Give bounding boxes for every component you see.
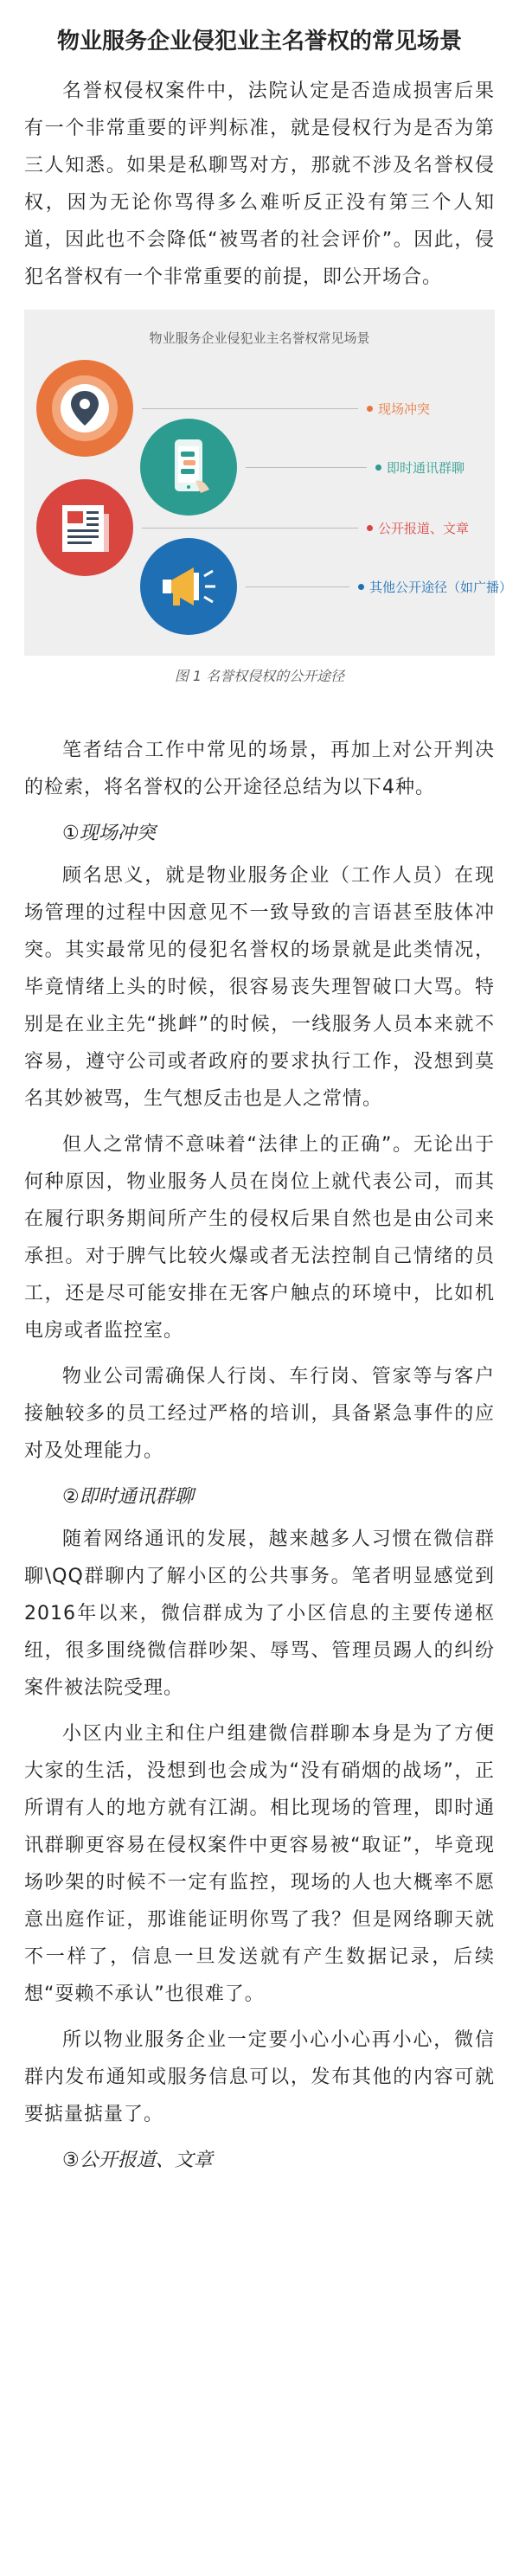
- location-pin-icon: [36, 360, 133, 457]
- figure-label-text: 即时通讯群聊: [387, 459, 465, 476]
- bullet-dot-icon: [367, 406, 373, 412]
- section2-paragraph-2: 小区内业主和住户组建微信群聊本身是为了方便大家的生活，没想到也会成为“没有硝烟的战场”，正所谓有人的地方就有江湖。相比现场的管理，即时通讯群聊更容易在侵权案件中更容易被“取证”，毕竟现场吵架的时候不一定有监控，现场的人也大概率不愿意出庭作证，那谁能证明你骂了我？但是网络聊天就不一样了，信息一旦发送就有产生数据记录，后续想“耍赖不承认”也很难了。: [24, 1723, 495, 2005]
- figure-label-text: 其他公开途径（如广播）: [369, 579, 513, 595]
- figure-connector: [246, 586, 349, 587]
- section2-paragraph-1: 随着网络通讯的发展，越来越多人习惯在微信群聊\QQ群聊内了解小区的公共事务。笔者明显感觉到2016年以来，微信群成为了小区信息的主要传递枢纽，很多围绕微信群吵架、辱骂、管理员踢人的纠纷案件被法院受理。: [24, 1528, 495, 1699]
- figure-label: [367, 400, 430, 418]
- figure-public-channels: [24, 310, 513, 656]
- section1-paragraph-1: 顾名思义，就是物业服务企业（工作人员）在现场管理的过程中因意见不一致导致的言语甚至肢体冲突。其实最常见的侵犯名誉权的场景就是此类情况，毕竟情绪上头的时候，很容易丧失理智破口大骂。特别是在业主先“挑衅”的时候，一线服务人员本来就不容易，遵守公司或者政府的要求执行工作，没想到莫名其妙被骂，生气想反击也是人之常情。: [24, 865, 495, 1110]
- figure-item-other-public: [140, 538, 512, 635]
- bullet-dot-icon: [367, 525, 373, 531]
- newspaper-icon: [36, 479, 133, 576]
- summary-paragraph: 笔者结合工作中常见的场景，再加上对公开判决的检索，将名誉权的公开途径总结为以下4种。: [24, 740, 495, 798]
- section2-paragraph-3: 所以物业服务企业一定要小心小心再小心，微信群内发布通知或服务信息可以，发布其他的内容可就要掂量掂量了。: [24, 2029, 495, 2125]
- intro-paragraph: 名誉权侵权案件中，法院认定是否造成损害后果有一个非常重要的评判标准，就是侵权行为是否为第三人知悉。如果是私聊骂对方，那就不涉及名誉权侵权，因为无论你骂得多么难听反正没有第三个人知道，因此也不会降低“被骂者的社会评价”。因此，侵犯名誉权有一个非常重要的前提，即公开场合。: [24, 80, 495, 288]
- figure-label: [367, 519, 469, 537]
- article-title: 物业服务企业侵犯业主名誉权的常见场景: [56, 29, 462, 54]
- section-heading-group-chat: ②即时通讯群聊: [62, 1486, 194, 1508]
- section-heading-onsite-conflict: ①现场冲突: [62, 823, 156, 844]
- figure-label: [358, 578, 512, 596]
- spacer: [0, 689, 519, 732]
- figure-label-text: 公开报道、文章: [378, 520, 470, 536]
- bullet-dot-icon: [358, 584, 364, 590]
- figure-connector: [142, 528, 358, 529]
- figure-caption: 图 1 名誉权侵权的公开途径: [174, 668, 345, 684]
- figure-title: 物业服务企业侵犯业主名誉权常见场景: [149, 330, 370, 346]
- figure-label-text: 现场冲突: [378, 400, 431, 417]
- figure-connector: [246, 467, 367, 468]
- figure-label: [375, 458, 465, 477]
- section-heading-public-reports: ③公开报道、文章: [62, 2150, 213, 2171]
- megaphone-icon: [140, 538, 237, 635]
- figure-connector: [142, 408, 358, 409]
- bullet-dot-icon: [375, 465, 381, 471]
- section1-paragraph-2: 但人之常情不意味着“法律上的正确”。无论出于何种原因，物业服务人员在岗位上就代表公司，而其在履行职务期间所产生的侵权后果自然也是由公司来承担。对于脾气比较火爆或者无法控制自己情绪的员工，还是尽可能安排在无客户触点的环境中，比如机电房或者监控室。: [24, 1134, 495, 1342]
- section1-paragraph-3: 物业公司需确保人行岗、车行岗、管家等与客户接触较多的员工经过严格的培训，具备紧急事件的应对及处理能力。: [24, 1366, 495, 1462]
